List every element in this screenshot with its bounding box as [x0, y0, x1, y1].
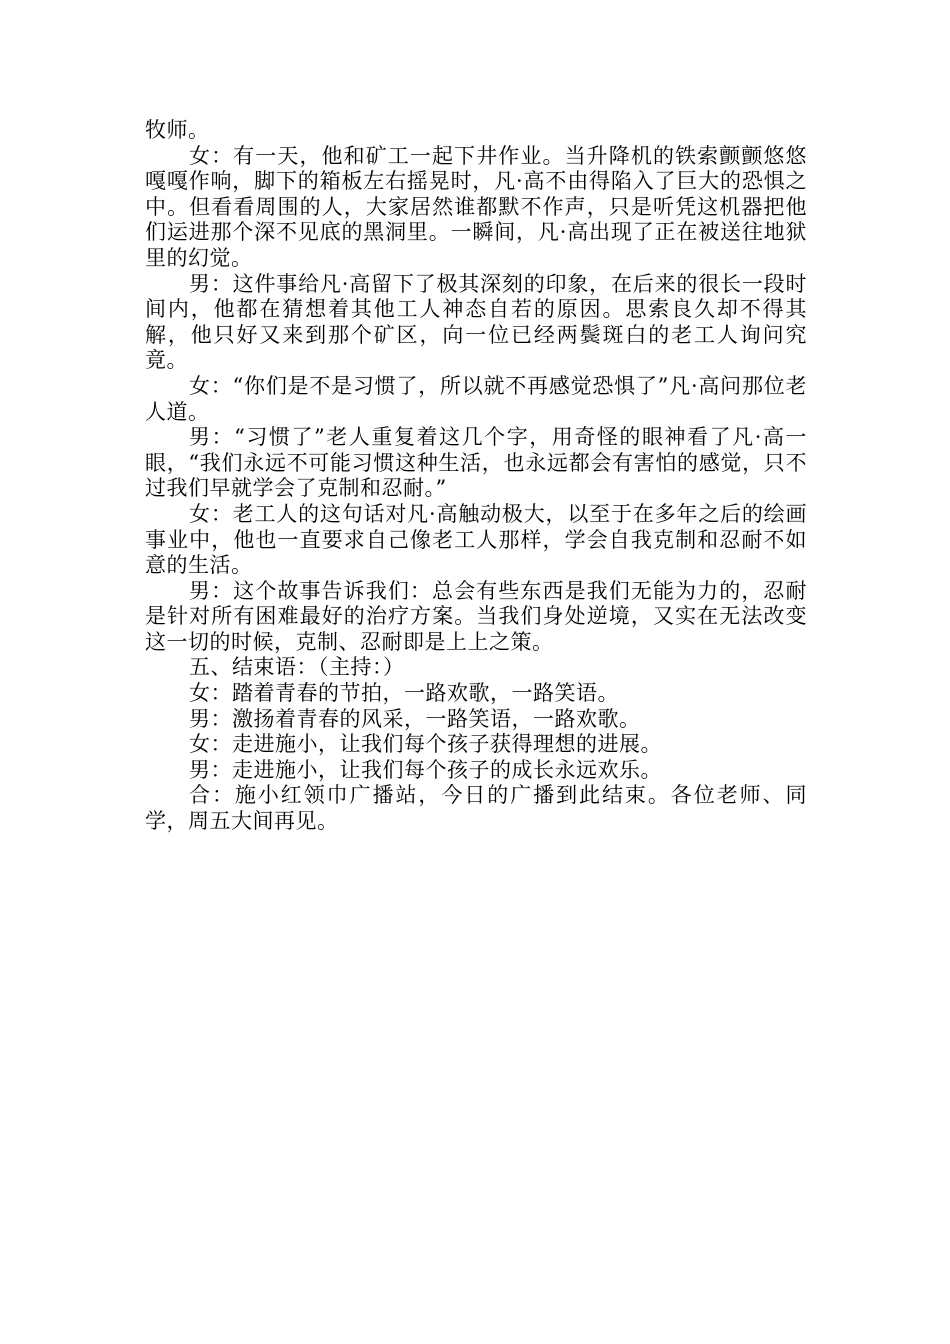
paragraph-12: 男：走进施小，让我们每个孩子的成长永远欢乐。	[189, 757, 662, 782]
paragraph-13: 合：施小红领巾广播站，今日的广播到此结束。各位老师、同学，周五大间再见。	[145, 783, 807, 834]
paragraph-7: 男：这个故事告诉我们：总会有些东西是我们无能为力的，忍耐是针对所有困难最好的治疗方案。当我们身处逆境，又实在无法改变这一切的时候，克制、忍耐即是上上之策。	[145, 578, 807, 654]
paragraph-1: 牧师。	[145, 118, 210, 142]
section-heading-closing: 五、结束语：（主持：）	[189, 655, 405, 680]
paragraph-3: 男：这件事给凡·高留下了极其深刻的印象，在后来的很长一段时间内，他都在猜想着其他工人神态自若的原因。思索良久却不得其解，他只好又来到那个矿区，向一位已经两鬓斑白的老工人询问究竟。	[145, 271, 807, 373]
document-body	[145, 118, 807, 835]
paragraph-10: 男：激扬着青春的风采，一路笑语，一路欢歌。	[189, 706, 641, 731]
paragraph-6: 女：老工人的这句话对凡·高触动极大，以至于在多年之后的绘画事业中，他也一直要求自己像老工人那样，学会自我克制和忍耐不如意的生活。	[145, 501, 807, 578]
paragraph-11: 女：走进施小，让我们每个孩子获得理想的进展。	[189, 732, 662, 757]
paragraph-4: 女：“你们是不是习惯了，所以就不再感觉恐惧了”凡·高问那位老人道。	[145, 373, 807, 424]
paragraph-5: 男：“习惯了”老人重复着这几个字，用奇怪的眼神看了凡·高一眼，“我们永远不可能习惯这种生活，也永远都会有害怕的感觉，只不过我们早就学会了克制和忍耐。”	[145, 425, 807, 501]
paragraph-9: 女：踏着青春的节拍，一路欢歌，一路笑语。	[189, 681, 619, 706]
paragraph-2: 女：有一天，他和矿工一起下井作业。当升降机的铁索颤颤悠悠嘎嘎作响，脚下的箱板左右摇晃时，凡·高不由得陷入了巨大的恐惧之中。但看看周围的人，大家居然谁都默不作声，只是听凭这机器把他们运进那个深不见底的黑洞里。一瞬间，凡·高出现了正在被送往地狱里的幻觉。	[145, 143, 807, 270]
